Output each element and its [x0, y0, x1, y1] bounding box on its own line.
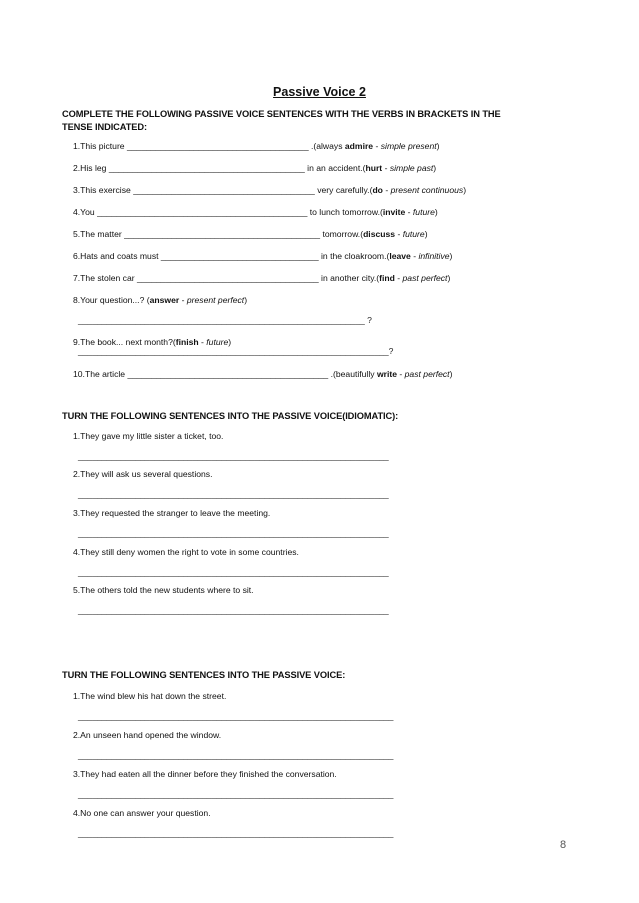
exercise-item-10: 10.The article __________________________________________ .(beautifully write - past perfect): [73, 369, 453, 379]
answer-line-2-2[interactable]: _________________________________________________________________: [78, 489, 389, 499]
sentence-2-5: 5.The others told the new students where to sit.: [73, 585, 254, 595]
answer-line-3-2[interactable]: __________________________________________________________________: [78, 750, 394, 760]
page-number: 8: [560, 839, 567, 851]
answer-line-3-3[interactable]: __________________________________________________________________: [78, 789, 394, 799]
answer-line-9[interactable]: _________________________________________________________________?: [78, 346, 394, 356]
sentence-3-3: 3.They had eaten all the dinner before they finished the conversation.: [73, 769, 337, 779]
page-title: Passive Voice 2: [273, 85, 366, 99]
section1-heading: COMPLETE THE FOLLOWING PASSIVE VOICE SENTENCES WITH THE VERBS IN BRACKETS IN THE TENSE INDICATED:: [62, 109, 501, 132]
exercise-item-6: 6.Hats and coats must _________________________________ in the cloakroom.(leave - infinitive): [73, 251, 453, 261]
sentence-3-4: 4.No one can answer your question.: [73, 808, 211, 818]
answer-line-2-3[interactable]: _________________________________________________________________: [78, 528, 389, 538]
answer-line-2-5[interactable]: _________________________________________________________________: [78, 605, 389, 615]
section3-heading: TURN THE FOLLOWING SENTENCES INTO THE PASSIVE VOICE:: [62, 670, 346, 680]
answer-line-2-4[interactable]: _________________________________________________________________: [78, 567, 389, 577]
sentence-2-1: 1.They gave my little sister a ticket, too.: [73, 431, 224, 441]
sentence-2-2: 2.They will ask us several questions.: [73, 469, 213, 479]
answer-line-3-1[interactable]: __________________________________________________________________: [78, 711, 394, 721]
sentence-3-1: 1.The wind blew his hat down the street.: [73, 691, 227, 701]
answer-line-8[interactable]: ____________________________________________________________ ?: [78, 315, 372, 325]
answer-line-2-1[interactable]: _________________________________________________________________: [78, 451, 389, 461]
exercise-item-3: 3.This exercise ______________________________________ very carefully.(do - present continuous): [73, 185, 467, 195]
exercise-item-7: 7.The stolen car ______________________________________ in another city.(find - past perfect): [73, 273, 451, 283]
exercise-item-8: 8.Your question...? (answer - present perfect): [73, 295, 248, 305]
exercise-item-5: 5.The matter _________________________________________ tomorrow.(discuss - future): [73, 229, 428, 239]
exercise-item-9: 9.The book... next month?(finish - future): [73, 337, 232, 347]
sentence-3-2: 2.An unseen hand opened the window.: [73, 730, 222, 740]
exercise-item-2: 2.His leg _________________________________________ in an accident.(hurt - simple past): [73, 163, 437, 173]
sentence-2-3: 3.They requested the stranger to leave the meeting.: [73, 508, 271, 518]
answer-line-3-4[interactable]: __________________________________________________________________: [78, 828, 394, 838]
section2-heading: TURN THE FOLLOWING SENTENCES INTO THE PASSIVE VOICE(IDIOMATIC):: [62, 411, 399, 421]
exercise-item-1: 1.This picture ______________________________________ .(always admire - simple present): [73, 141, 440, 151]
exercise-item-4: 4.You ____________________________________________ to lunch tomorrow.(invite - future): [73, 207, 438, 217]
sentence-2-4: 4.They still deny women the right to vote in some countries.: [73, 547, 299, 557]
